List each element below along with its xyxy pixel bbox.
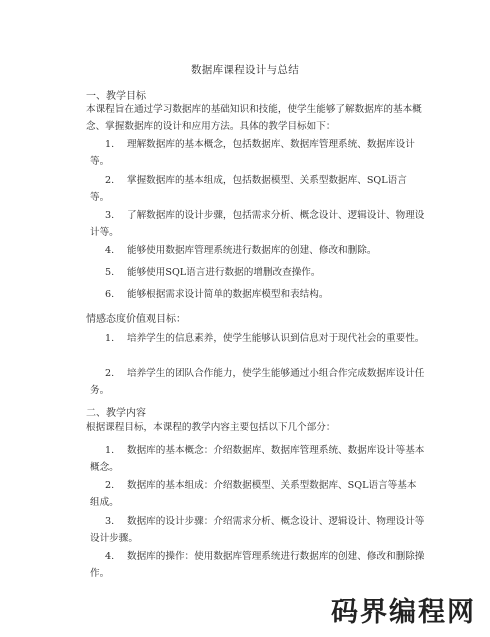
list-item [90, 549, 425, 582]
content-intro: 根据课程目标，本课程的教学内容主要包括以下几个部分： [86, 422, 336, 433]
list-item-number: 3. [105, 210, 115, 221]
list-item-number: 2. [105, 480, 115, 491]
list-item-number: 2. [105, 368, 115, 379]
list-item-number: 3. [105, 516, 115, 527]
list-item-text: 能够使用SQL语言进行数据的增删改查操作。 [127, 267, 321, 278]
list-item-number: 5. [105, 267, 115, 278]
list-item [90, 478, 425, 511]
document-title: 数据库课程设计与总结 [191, 64, 299, 76]
list-item-number: 1. [105, 333, 115, 344]
list-item-number: 6. [105, 289, 115, 300]
list-item [90, 287, 425, 304]
list-item [90, 137, 425, 170]
list-item-text: 数据库的基本组成：介绍数据模型、关系型数据库、SQL语言等基本组成。 [90, 480, 417, 508]
objectives-intro: 本课程旨在通过学习数据库的基础知识和技能，使学生能够了解数据库的基本概念、掌握数据库的设计和应用方法。具体的教学目标如下： [86, 104, 422, 132]
list-item [90, 331, 425, 348]
site-watermark: 码界编程网 [331, 597, 476, 628]
list-item-text: 数据库的基本概念：介绍数据库、数据库管理系统、数据库设计等基本概念。 [90, 445, 425, 473]
list-item-number: 2. [105, 175, 115, 186]
list-item-text: 理解数据库的基本概念，包括数据库、数据库管理系统、数据库设计等。 [90, 139, 415, 167]
list-item [90, 265, 425, 282]
list-item-number: 4. [105, 245, 115, 256]
list-item [90, 366, 425, 399]
list-item [90, 208, 425, 241]
list-item-number: 4. [105, 551, 115, 562]
list-item-number: 1. [105, 139, 115, 150]
section-heading-content: 二、教学内容 [86, 408, 146, 419]
list-item-text: 培养学生的信息素养，使学生能够认识到信息对于现代社会的重要性。 [127, 333, 425, 344]
list-item-text: 了解数据库的设计步骤，包括需求分析、概念设计、逻辑设计、物理设计等。 [90, 210, 425, 238]
list-item-number: 1. [105, 445, 115, 456]
list-item-text: 能够使用数据库管理系统进行数据库的创建、修改和删除。 [127, 245, 377, 256]
list-item [90, 514, 425, 547]
emotion-goals-heading: 情感态度价值观目标： [86, 314, 186, 325]
list-item [90, 173, 425, 206]
list-item-text: 掌握数据库的基本组成，包括数据模型、关系型数据库、SQL语言等。 [90, 175, 407, 203]
list-item-text: 培养学生的团队合作能力，使学生能够通过小组合作完成数据库设计任务。 [90, 368, 425, 396]
section-heading-objectives: 一、教学目标 [86, 91, 146, 102]
list-item-text: 能够根据需求设计简单的数据库模型和表结构。 [127, 289, 329, 300]
list-item [90, 243, 425, 260]
list-item-text: 数据库的操作：使用数据库管理系统进行数据库的创建、修改和删除操作。 [90, 551, 425, 579]
list-item [90, 443, 425, 476]
list-item-text: 数据库的设计步骤：介绍需求分析、概念设计、逻辑设计、物理设计等设计步骤。 [90, 516, 425, 544]
